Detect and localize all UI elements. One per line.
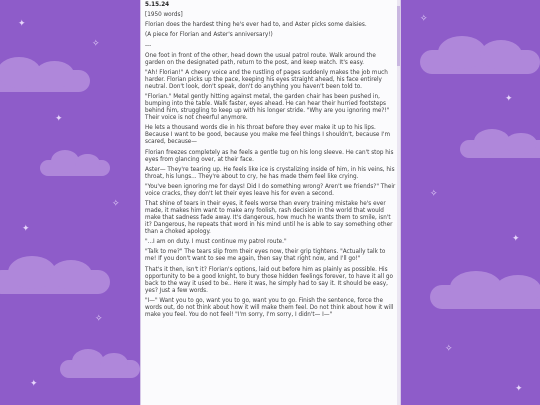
story-paragraph: That shine of tears in their eyes, it feels worse than every training mistake he's ever made, it makes him want to make any foolish, rash decision in the world that would make that sadness fade away. It's dangerous, how much he wants them to smile, isn't it? Dangerous, he repeats that word in his mind until he is able to say something other than a choked apology. xyxy=(145,201,393,236)
star-icon: ✦ xyxy=(22,224,30,234)
post-date: 5.15.24 xyxy=(145,2,170,8)
star-icon: ✦ xyxy=(505,94,513,104)
scrollbar[interactable] xyxy=(397,0,400,405)
post-panel xyxy=(140,0,401,405)
post-summary: Florian does the hardest thing he's ever had to, and Aster picks some daisies. xyxy=(145,22,367,29)
post-note: (A piece for Florian and Aster's anniversary!) xyxy=(145,32,273,39)
star-icon: ✦ xyxy=(512,234,520,244)
word-count: [1950 words] xyxy=(145,12,183,18)
star-icon: ✧ xyxy=(445,344,453,354)
star-icon: ✧ xyxy=(92,39,100,49)
cloud-decoration xyxy=(430,285,540,309)
cloud-decoration xyxy=(40,160,110,176)
star-icon: ✧ xyxy=(112,199,120,209)
separator: --- xyxy=(145,42,152,49)
cloud-decoration xyxy=(60,360,140,378)
story-paragraph: He lets a thousand words die in his throat before they ever make it up to his lips. Because I want to be good, because you make me feel things I shouldn't, because I'm scared, because— xyxy=(145,125,391,146)
story-paragraph: Aster— They're tearing up. He feels like ice is crystalizing inside of him, in his veins, his throat, his lungs... They're about to cry, he has made them feel like crying. xyxy=(145,166,395,180)
story-paragraph: "Ah! Florian!" A cheery voice and the rustling of pages suddenly makes the job much harder. Florian picks up the pace, keeping his eyes straight ahead, his face entirely neutral. Don't look, don't speak, don't do anything you haven't been told to. xyxy=(145,69,388,90)
cloud-decoration xyxy=(0,70,90,92)
star-icon: ✧ xyxy=(420,14,428,24)
cloud-decoration xyxy=(0,270,110,294)
star-icon: ✦ xyxy=(30,379,38,389)
cloud-decoration xyxy=(460,140,540,158)
story-paragraph: One foot in front of the other, head down the usual patrol route. Walk around the garden on the designated path, return to the post, and keep watch. It's easy. xyxy=(145,52,376,66)
story-paragraph: "...I am on duty. I must continue my patrol route." xyxy=(145,239,287,246)
story-paragraph: "Talk to me?" The tears slip from their eyes now, their grip tightens. "Actually talk to me! If you don't want to see me again, then say that right now, and I'll go!" xyxy=(145,249,386,263)
cloud-decoration xyxy=(420,50,540,74)
star-icon: ✦ xyxy=(55,114,63,124)
post-content xyxy=(145,2,396,322)
story-paragraph: "I—" Want you to go, want you to go, want you to go. Finish the sentence, force the words out, do not think about how it will make them feel. Do not think about how it will make you feel. You do not feel! "I'm sorry, I'm sorry, I didn't— I—" xyxy=(145,297,394,318)
story-paragraph: "Florian." Metal gently hitting against metal, the garden chair has been pushed in, bumping into the table. Walk faster, eyes ahead. He can hear their hurried footsteps behind him, struggling to keep up with his longer stride. "Why are you ignoring me?!" Their voice is not cheerful anymore. xyxy=(145,94,390,122)
story-paragraph: That's it then, isn't it? Florian's options, laid out before him as plainly as possible. His opportunity to be a good knight, to bury those hidden feelings forever, to have it all go back to the way it used to be.. Here it was, he simply had to say it. It should be easy, yes? Just a few words. xyxy=(145,266,393,294)
star-icon: ✦ xyxy=(515,384,523,394)
story-paragraph: "You've been ignoring me for days! Did I do something wrong? Aren't we friends?" Their voice cracks, they don't let their eyes leave his for even a second. xyxy=(145,183,396,197)
star-icon: ✧ xyxy=(430,189,438,199)
scrollbar-thumb[interactable] xyxy=(397,6,400,66)
story-paragraph: Florian freezes completely as he feels a gentle tug on his long sleeve. He can't stop his eyes from glancing over, at their face. xyxy=(145,149,394,163)
star-icon: ✧ xyxy=(95,314,103,324)
star-icon: ✦ xyxy=(18,19,26,29)
